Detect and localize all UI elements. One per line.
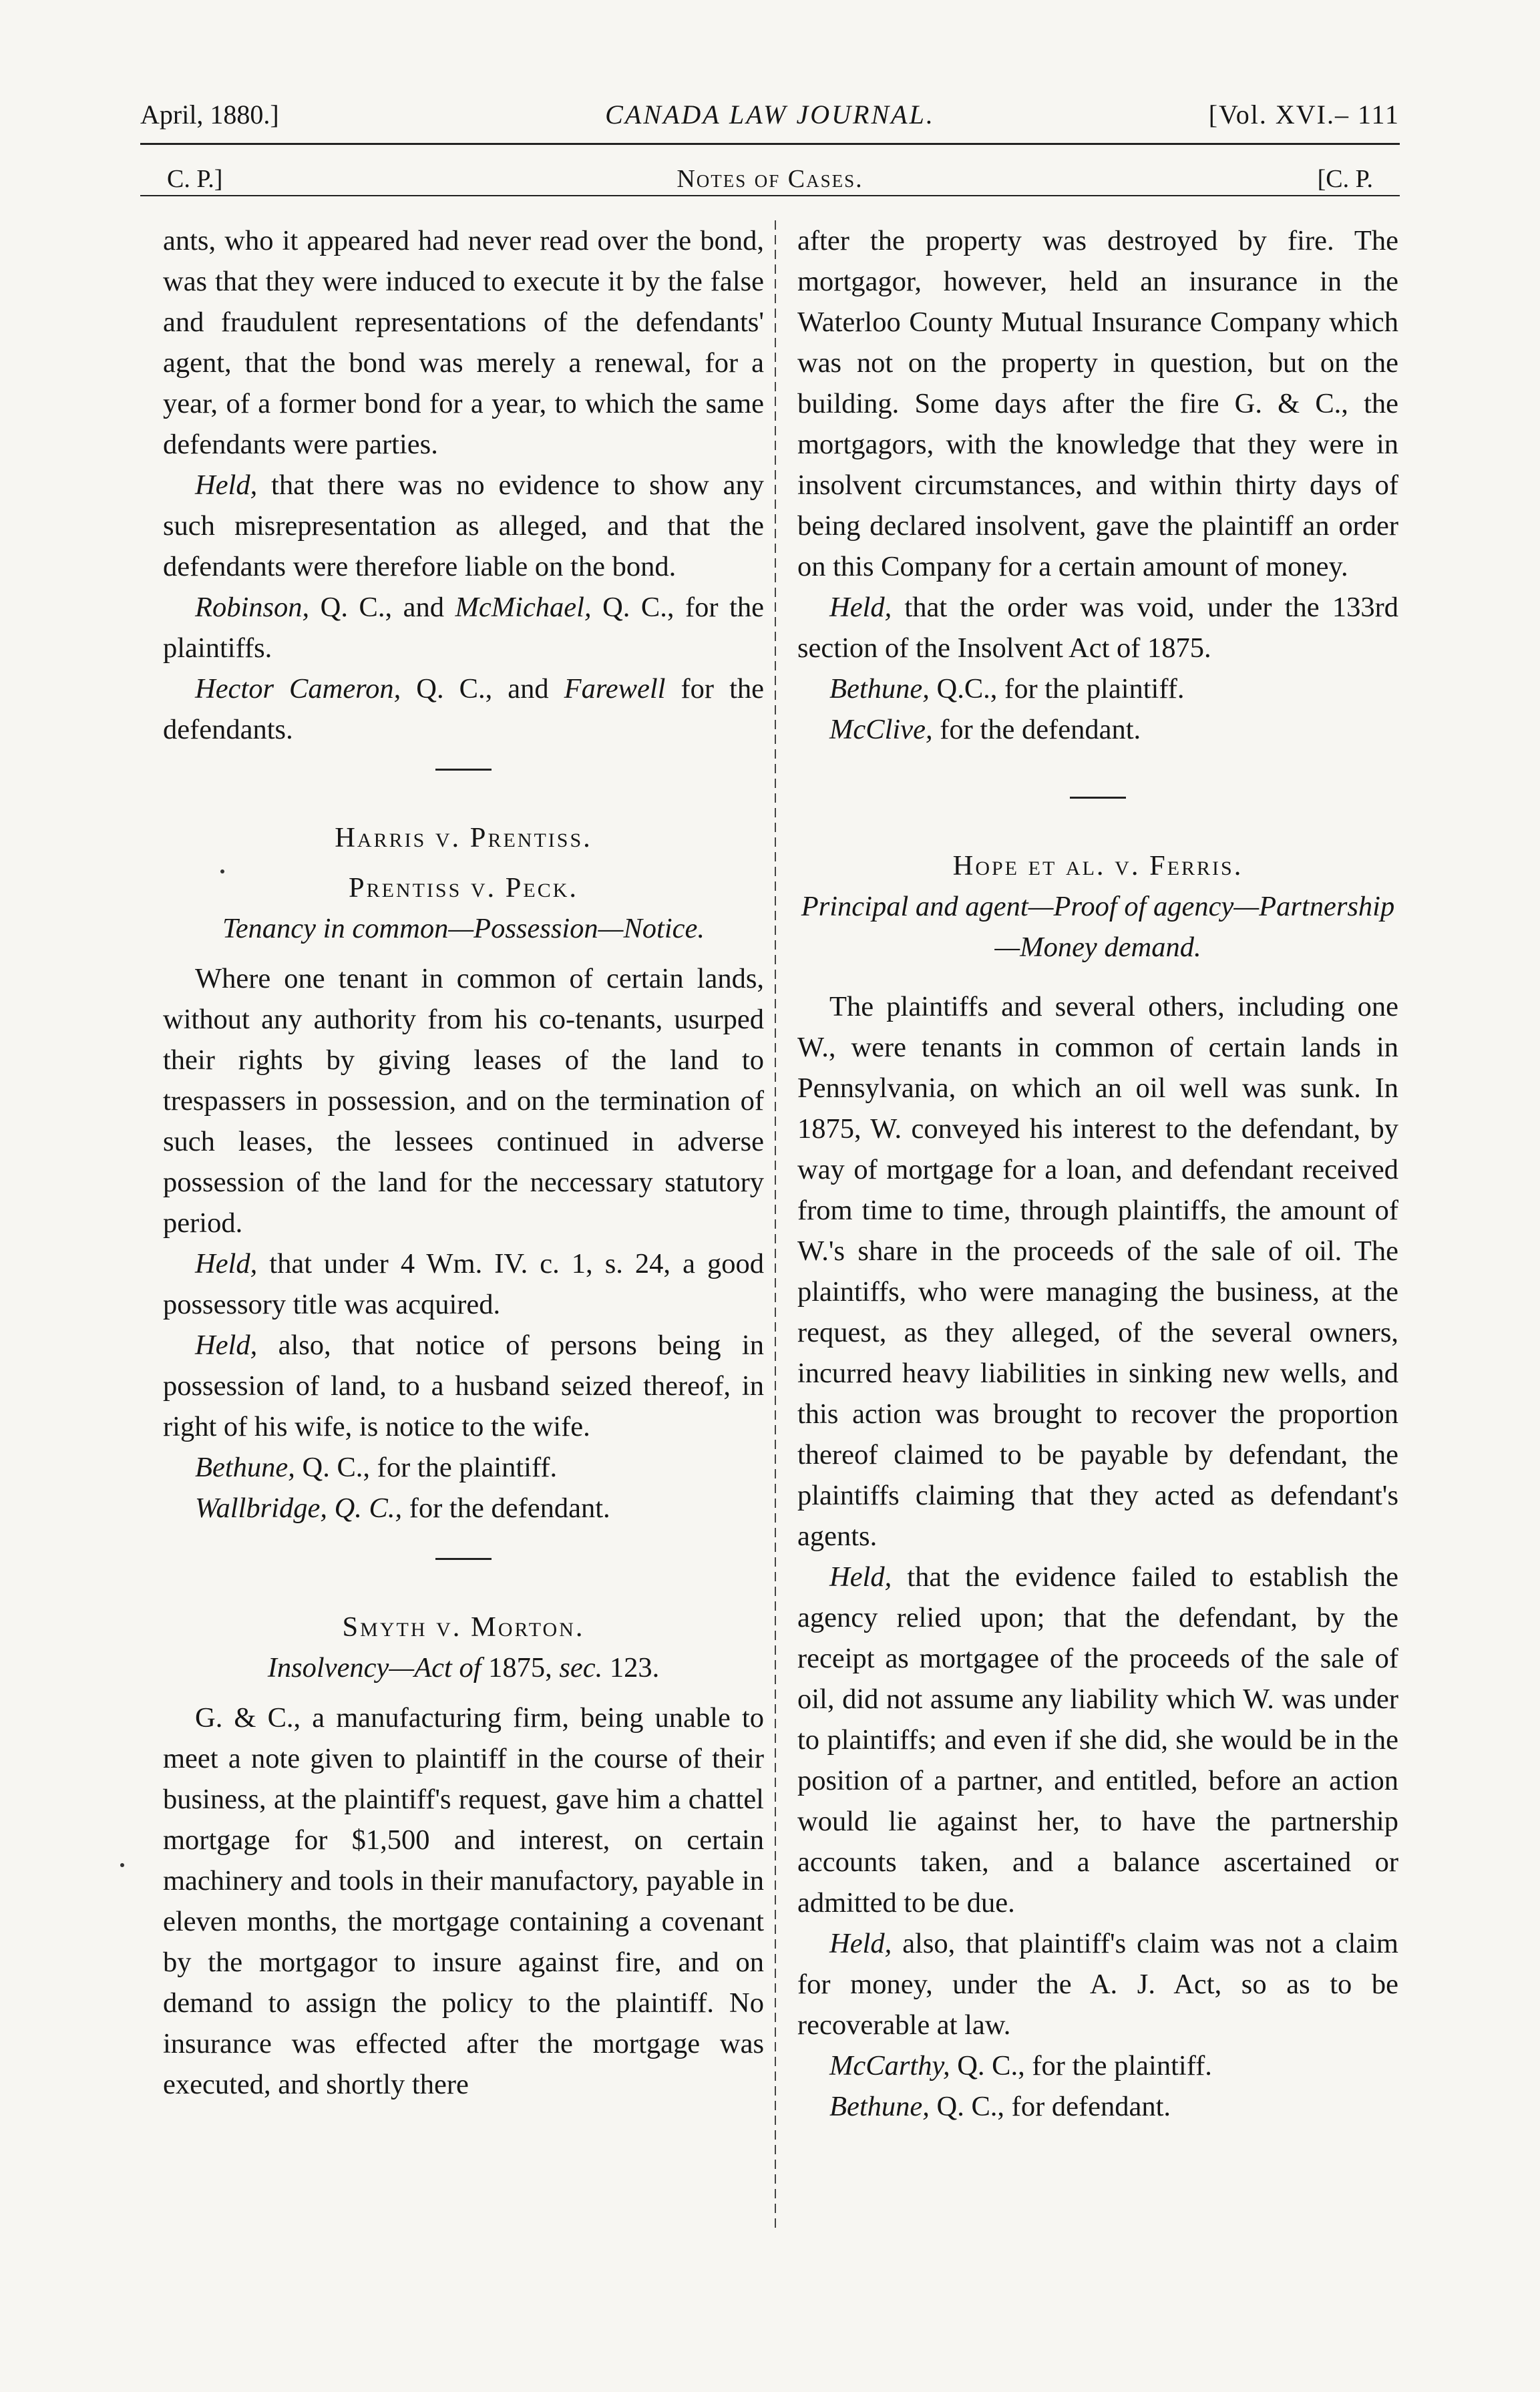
journal-title: CANADA LAW JOURNAL. <box>605 99 935 130</box>
held-paragraph <box>797 1923 1398 2045</box>
case-topic <box>163 1647 764 1688</box>
counsel-line <box>163 587 764 668</box>
held-label: Held, <box>829 1561 892 1593</box>
case-title: Hope et al. v. Ferris. <box>952 850 1243 881</box>
held-label: Held, <box>195 469 258 501</box>
held-label: Held, <box>829 1928 892 1959</box>
counsel-line <box>163 1488 764 1529</box>
held-text: that the evidence failed to establish the agency relied upon; that the defendant, by the receipt as mortgagee of the proceeds of the sale of oil, did not assume any liability which W. was under to plaintiffs; and even if she did, she would be in the position of a partner, and entitled, before an action would lie against her, to have the partnership accounts taken, and a balance ascertained or admitted to be due. <box>797 1561 1398 1919</box>
counsel-name: Bethune, <box>195 1452 295 1483</box>
held-paragraph <box>797 1557 1398 1923</box>
counsel-name: Bethune, <box>829 2091 930 2122</box>
topic-number: 123. <box>602 1652 660 1683</box>
held-text: also, that plaintiff's claim was not a claim for money, under the A. J. Act, so as to be recoverable at law. <box>797 1928 1398 2041</box>
header-rule <box>140 143 1400 145</box>
held-paragraph <box>163 1243 764 1325</box>
topic-italic: Insolvency—Act of <box>267 1652 482 1683</box>
counsel-text: Q. C., for the plaintiff. <box>950 2050 1212 2081</box>
case-paragraph: The plaintiffs and several others, including one W., were tenants in common of certain lands in Pennsylvania, on which an oil well was sunk. In 1875, W. conveyed his interest to the defendant, by way of mortgage for a loan, and defendant received from time to time, through plaintiffs, the amount of W.'s share in the proceeds of the sale of oil. The plaintiffs, who were managing the business, at the request, as they alleged, of the several owners, incurred heavy liabilities in sinking new wells, and this action was brought to recover the proportion thereof claimed to be payable by defendant, the plaintiffs claiming that they acted as defendant's agents. <box>797 991 1398 1552</box>
subhead-rule <box>140 195 1400 196</box>
counsel-name: Hector Cameron, <box>195 673 401 705</box>
held-label: Held, <box>195 1248 258 1279</box>
counsel-line <box>163 1447 764 1488</box>
counsel-text: for the defendant. <box>402 1492 610 1524</box>
counsel-text: Q. C., and <box>401 673 564 705</box>
case-continuation-paragraph: ants, who it appeared had never read over the bond, was that they were induced to execute it by the false and fraudulent representations of the defendants' agent, that the bond was merely a renewal, for a year, of a former bond for a year, to which the same defendants were parties. <box>163 225 764 460</box>
case-paragraph: G. & C., a manufacturing firm, being unable to meet a note given to plaintiff in the course of their business, at the plaintiff's request, gave him a chattel mortgage for $1,500 and interest, on certain machinery and tools in their manufactory, payable in eleven months, the mortgage containing a covenant by the mortgagor to insure against fire, and on demand to assign the policy to the plaintiff. No insurance was effected after the mortgage was executed, and shortly there <box>163 1702 764 2100</box>
right-column <box>797 220 1398 2127</box>
counsel-text: Q. C., for defendant. <box>929 2091 1171 2122</box>
section-title: Notes of Cases. <box>677 165 863 193</box>
counsel-text: for the defendant. <box>932 714 1141 745</box>
counsel-name: Robinson, <box>195 592 310 623</box>
counsel-text: for the defendants. <box>163 673 765 745</box>
held-text: that the order was void, under the 133rd section of the Insolvent Act of 1875. <box>797 592 1398 664</box>
counsel-line <box>797 709 1398 750</box>
counsel-line <box>797 2045 1398 2086</box>
column-divider <box>775 220 776 2230</box>
print-speck <box>120 1863 124 1867</box>
counsel-text: Q. C., for the plaintiff. <box>295 1452 558 1483</box>
issue-date: April, 1880.] <box>140 99 279 130</box>
volume-page: [Vol. XVI.– 111 <box>1208 99 1400 130</box>
counsel-name: Bethune, <box>829 673 930 705</box>
held-text: that under 4 Wm. IV. c. 1, s. 24, a good possessory title was acquired. <box>163 1248 764 1320</box>
counsel-name: Farewell <box>564 673 666 705</box>
case-title: Prentiss v. Peck. <box>348 872 579 904</box>
held-paragraph <box>163 1325 764 1447</box>
topic-year: 1875, <box>481 1652 560 1683</box>
section-subhead <box>140 164 1400 195</box>
held-label: Held, <box>829 592 892 623</box>
running-head <box>140 99 1400 139</box>
counsel-text: Q. C., and <box>309 592 455 623</box>
case-paragraph: Where one tenant in common of certain lands, without any authority from his co-tenants, usurped their rights by giving leases of the land to trespassers in possession, and on the termination of such leases, the lessees continued in adverse possession of the land for the neccessary statutory period. <box>163 963 764 1239</box>
court-right: [C. P. <box>1317 165 1373 193</box>
counsel-name: Wallbridge, Q. C., <box>195 1492 403 1524</box>
held-label: Held, <box>195 1330 258 1361</box>
counsel-name: McMichael, <box>455 592 592 623</box>
counsel-line <box>163 668 764 750</box>
counsel-text: Q.C., for the plaintiff. <box>929 673 1185 705</box>
held-text: that there was no evidence to show any such misrepresentation as alleged, and that the defendants were therefore liable on the bond. <box>163 469 764 582</box>
case-topic: Tenancy in common—Possession—Notice. <box>222 913 705 944</box>
counsel-name: McClive, <box>829 714 933 745</box>
counsel-text: Q. C., for the plaintiffs. <box>163 592 764 664</box>
print-speck <box>220 869 224 873</box>
left-column <box>163 220 764 2105</box>
court-left: C. P.] <box>167 165 223 193</box>
counsel-name: McCarthy, <box>829 2050 950 2081</box>
held-text: also, that notice of persons being in possession of land, to a husband seized thereof, in right of his wife, is notice to the wife. <box>163 1330 764 1442</box>
held-paragraph <box>163 465 764 587</box>
held-paragraph <box>797 587 1398 668</box>
case-title: Smyth v. Morton. <box>342 1611 585 1643</box>
topic-sec: sec. <box>559 1652 603 1683</box>
counsel-line <box>797 668 1398 709</box>
counsel-line <box>797 2086 1398 2127</box>
case-title: Harris v. Prentiss. <box>335 822 592 853</box>
case-topic: Principal and agent—Proof of agency—Partnership—Money demand. <box>801 891 1395 963</box>
case-continuation-paragraph: after the property was destroyed by fire. The mortgagor, however, held an insurance in the Waterloo County Mutual Insurance Company which was not on the property in question, but on the building. Some days after the fire G. & C., the mortgagors, with the knowledge that they were in insolvent circumstances, and within thirty days of being declared insolvent, gave the plaintiff an order on this Company for a certain amount of money. <box>797 225 1398 582</box>
